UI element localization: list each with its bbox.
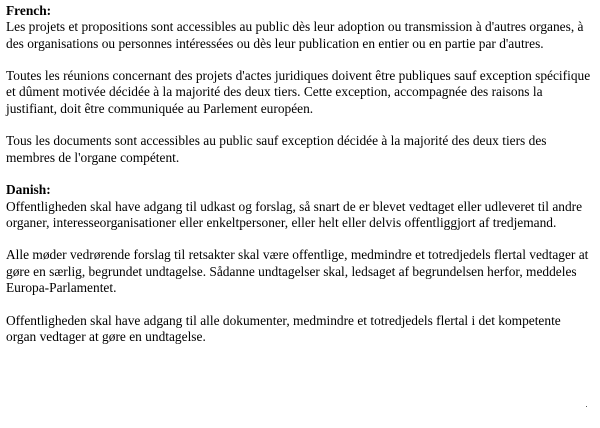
document-page: [6, 3, 592, 362]
danish-paragraph-1: Offentligheden skal have adgang til udkast og forslag, så snart de er blevet vedtaget eller udleveret til andre organer, interesseorganisationer eller enkeltpersoner, eller helt eller delvis offentliggjort af tredjemand.: [6, 198, 583, 230]
danish-paragraph-3: Offentligheden skal have adgang til alle dokumenter, medmindre et totredjedels flertal i det kompetente organ vedtager at gøre en undtagelse.: [6, 312, 561, 344]
scan-speck: [586, 406, 587, 407]
section-heading-french: French:: [6, 3, 52, 18]
section-danish: [6, 182, 592, 345]
french-paragraph-1: Les projets et propositions sont accessibles au public dès leur adoption ou transmission à d'autres organes, à des organisations ou personnes intéressées ou dès leur publication en entier ou en partie par d'autres.: [6, 19, 584, 51]
french-paragraph-3: Tous les documents sont accessibles au public sauf exception décidée à la majorité des deux tiers des membres de l'organe compétent.: [6, 133, 547, 165]
french-paragraph-2: Toutes les réunions concernant des projets d'actes juridiques doivent être publiques sauf exception spécifique et dûment motivée décidée à la majorité des deux tiers. Cette exception, accompagnée des raisons la justifiant, doit être communiquée au Parlement européen.: [6, 68, 591, 116]
danish-paragraph-2: Alle møder vedrørende forslag til retsakter skal være offentlige, medmindre et totredjedels flertal vedtager at gøre en særlig, begrundet undtagelse. Sådanne undtagelser skal, ledsaget af begrundelsen herfor, meddeles Europa-Parlamentet.: [6, 247, 589, 296]
section-french: [6, 3, 592, 166]
section-heading-danish: Danish:: [6, 182, 51, 198]
